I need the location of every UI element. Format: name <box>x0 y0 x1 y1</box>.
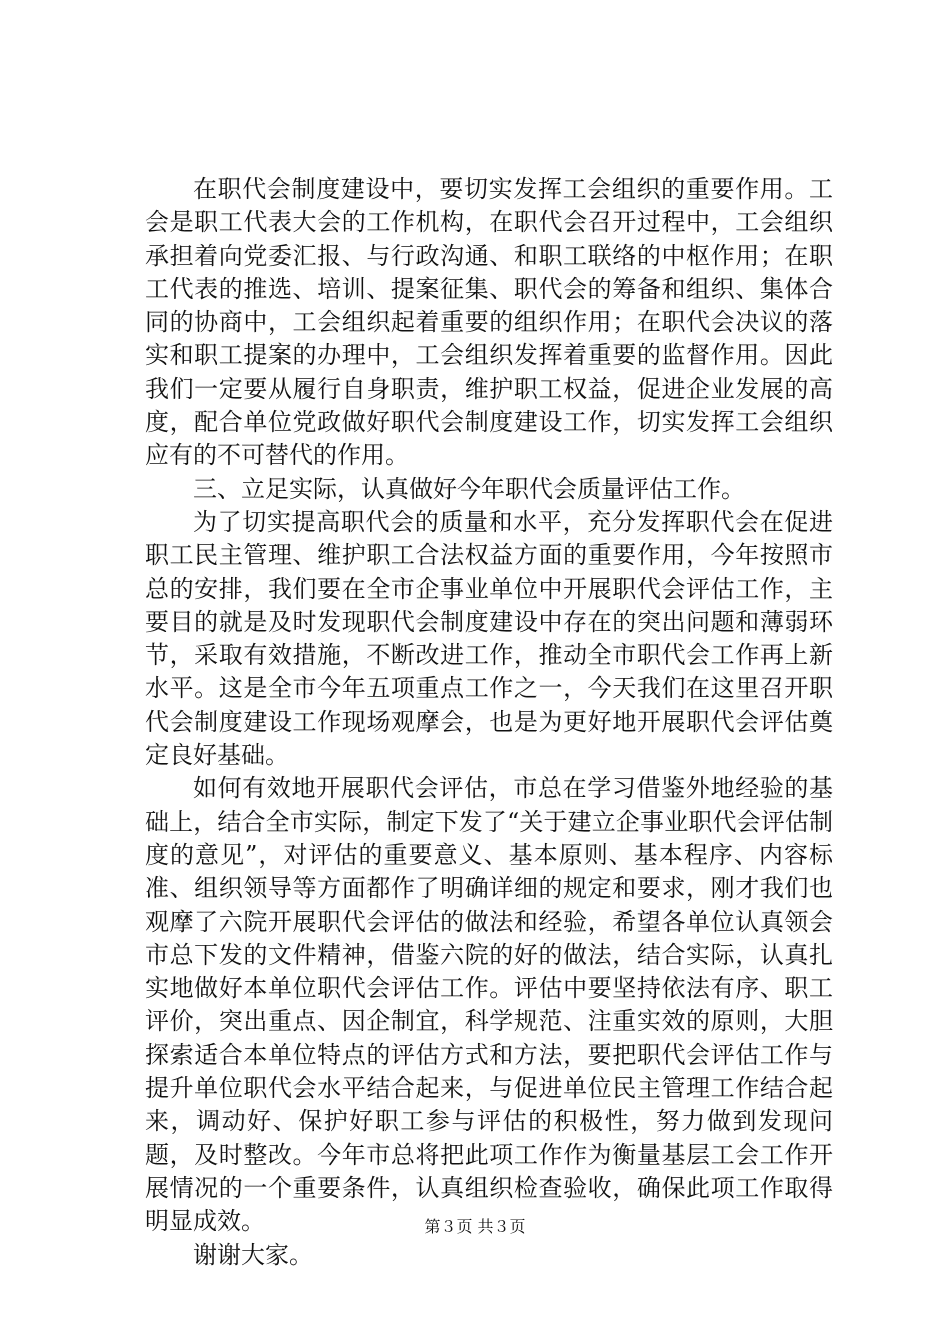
section-heading-three: 三、立足实际，认真做好今年职代会质量评估工作。 <box>193 474 745 503</box>
paragraph-union-role: 在职代会制度建设中，要切实发挥工会组织的重要作用。工会是职工代表大会的工作机构，在职代会召开过程中，工会组织承担着向党委汇报、与行政沟通、和职工联络的中枢作用；在职工代表的推选、培训、提案征集、职代会的筹备和组织、集体合同的协商中，工会组织起着重要的组织作用；在职代会决议的落实和职工提案的办理中，工会组织发挥着重要的监督作用。因此我们一定要从履行自身职责，维护职工权益，促进企业发展的高度，配合单位党政做好职代会制度建设工作，切实发挥工会组织应有的不可替代的作用。 <box>145 175 833 470</box>
document-body <box>145 173 833 1272</box>
paragraph-evaluation-method: 如何有效地开展职代会评估，市总在学习借鉴外地经验的基础上，结合全市实际，制定下发了“关于建立企事业职代会评估制度的意见”，对评估的重要意义、基本原则、基本程序、内容标准、组织领导等方面都作了明确详细的规定和要求，刚才我们也观摩了六院开展职代会评估的做法和经验，希望各单位认真领会市总下发的文件精神，借鉴六院的好的做法，结合实际，认真扎实地做好本单位职代会评估工作。评估中要坚持依法有序、职工评价，突出重点、因企制宜，科学规范、注重实效的原则，大胆探索适合本单位特点的评估方式和方法，要把职代会评估工作与提升单位职代会水平结合起来，与促进单位民主管理工作结合起来，调动好、保护好职工参与评估的积极性，努力做到发现问题，及时整改。今年市总将把此项工作作为衡量基层工会工作开展情况的一个重要条件，认真组织检查验收，确保此项工作取得明显成效。 <box>145 774 833 1236</box>
paragraph-evaluation-purpose: 为了切实提高职代会的质量和水平，充分发挥职代会在促进职工民主管理、维护职工合法权益方面的重要作用，今年按照市总的安排，我们要在全市企事业单位中开展职代会评估工作，主要目的就是及时发现职代会制度建设中存在的突出问题和薄弱环节，采取有效措施，不断改进工作，推动全市职代会工作再上新水平。这是全市今年五项重点工作之一，今天我们在这里召开职代会制度建设工作现场观摩会，也是为更好地开展职代会评估奠定良好基础。 <box>145 507 833 770</box>
page-footer: 第３页 共３页 <box>424 1217 526 1236</box>
paragraph-closing: 谢谢大家。 <box>193 1240 313 1269</box>
